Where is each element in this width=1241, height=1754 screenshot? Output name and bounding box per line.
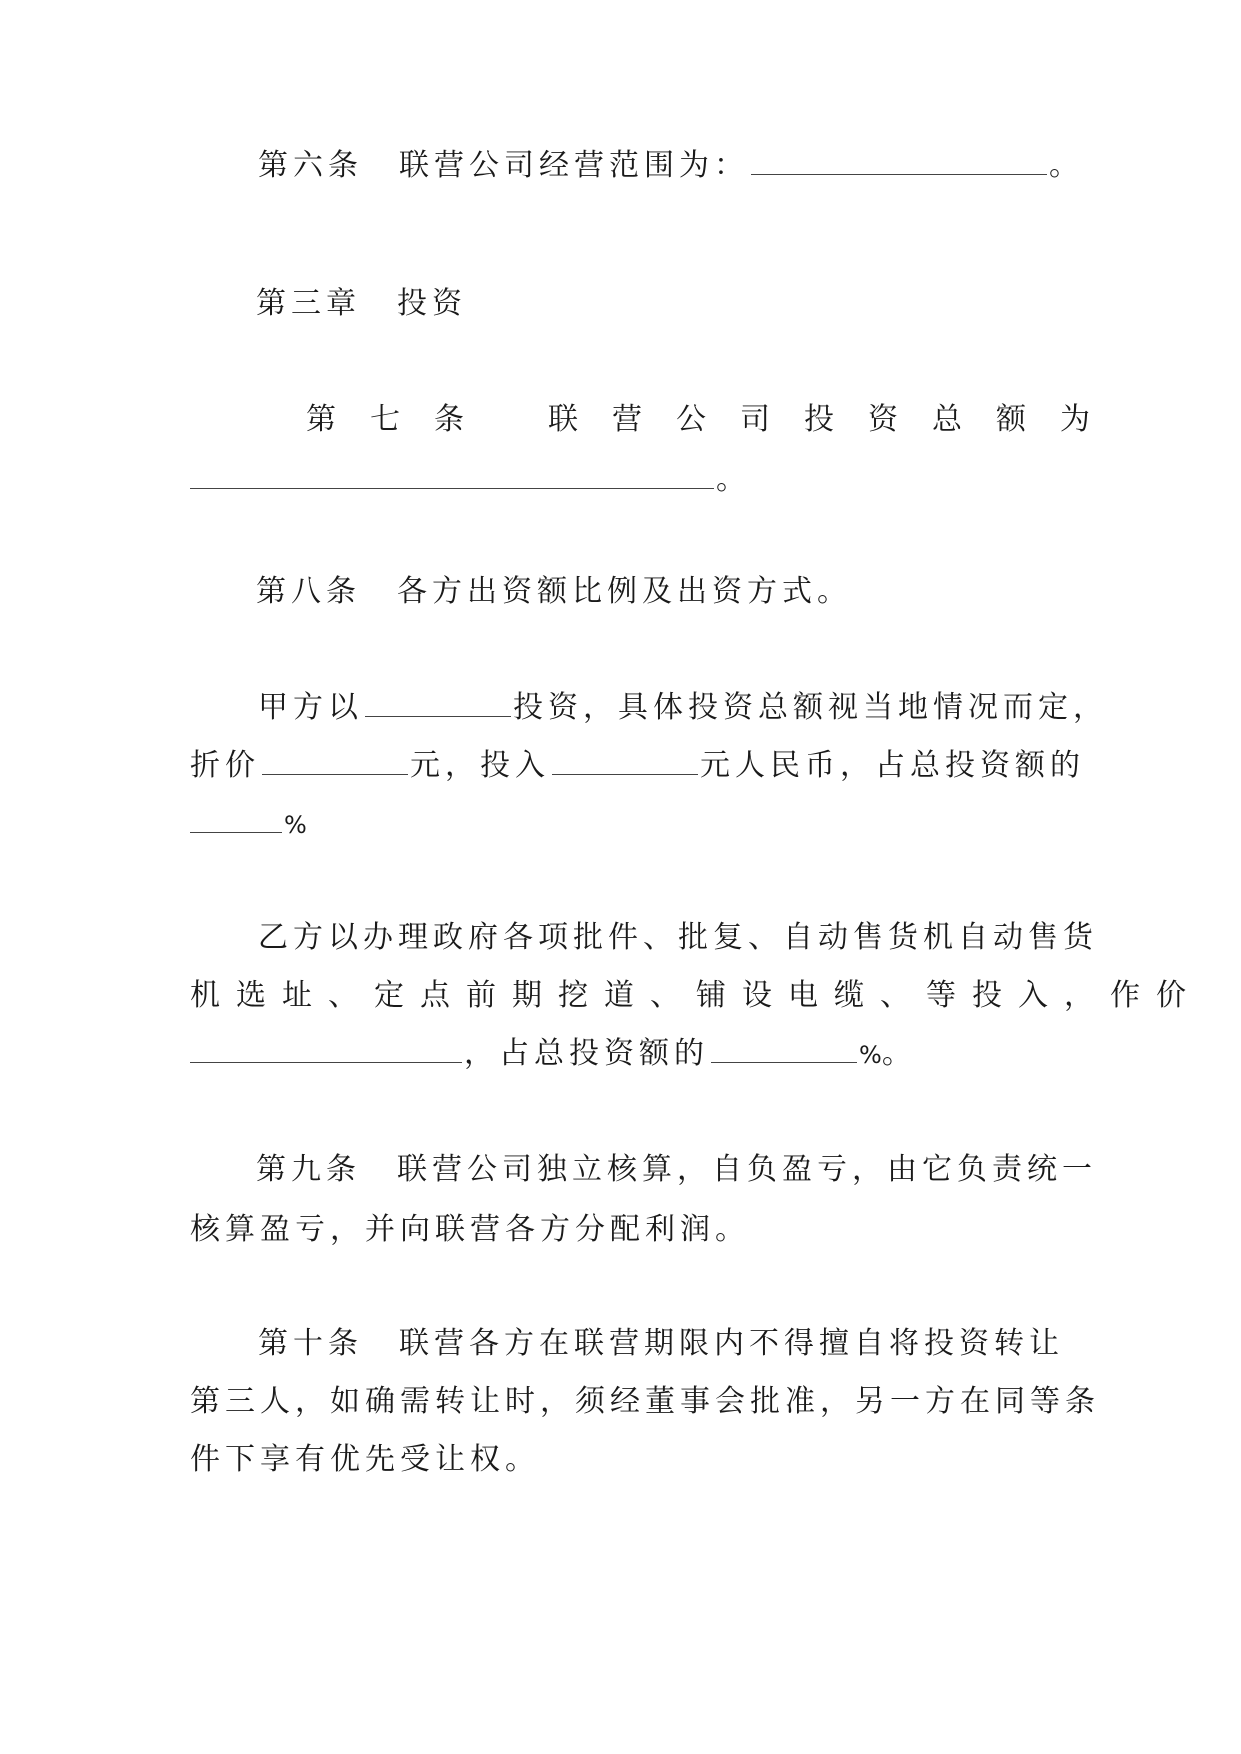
chapter-3-heading	[256, 284, 467, 324]
article-10-text-2: 第三人，如确需转让时，须经董事会批准，另一方在同等条	[190, 1384, 1100, 1419]
business-scope-blank	[751, 146, 1047, 175]
party-a-text-4: 元，投入	[410, 748, 550, 783]
party-b-line-2	[190, 976, 1202, 1016]
article-6-end: 。	[1049, 148, 1084, 183]
article-7-text: 联营公司投资总额为	[548, 402, 1124, 437]
party-b-text-3: ，占总投资额的	[464, 1036, 709, 1071]
article-10-text-1: 联营各方在联营期限内不得擅自将投资转让	[399, 1326, 1064, 1361]
party-a-text-3: 折价	[190, 748, 260, 783]
chapter-3-label: 第三章	[256, 286, 361, 321]
party-a-form-blank	[365, 688, 511, 717]
party-a-text-5: 元人民币，占总投资额的	[700, 748, 1085, 783]
article-8-text: 各方出资额比例及出资方式。	[397, 574, 852, 609]
party-a-cash-blank	[552, 746, 698, 775]
party-a-line-3	[190, 804, 307, 845]
article-7-cont	[190, 460, 751, 500]
article-9-text-2: 核算盈亏，并向联营各方分配利润。	[190, 1212, 750, 1247]
article-6-label: 第六条	[258, 148, 363, 183]
party-a-line-1	[258, 688, 1108, 728]
article-10-line-2	[190, 1382, 1100, 1422]
party-b-value-blank	[190, 1034, 462, 1063]
article-9-line-1	[256, 1150, 1097, 1190]
party-b-percent-blank	[711, 1034, 857, 1063]
party-a-text-2: 投资，具体投资总额视当地情况而定，	[513, 690, 1108, 725]
article-9-line-2	[190, 1210, 750, 1250]
article-9-text-1: 联营公司独立核算，自负盈亏，由它负责统一	[397, 1152, 1097, 1187]
article-9-label: 第九条	[256, 1152, 361, 1187]
chapter-3-title: 投资	[397, 286, 467, 321]
article-6	[258, 146, 1084, 186]
party-a-value-blank	[262, 746, 408, 775]
article-7	[306, 400, 1124, 440]
article-8	[256, 572, 852, 612]
article-10-line-1	[258, 1324, 1064, 1364]
party-a-percent-sign: %	[284, 811, 307, 839]
article-10-label: 第十条	[258, 1326, 363, 1361]
article-8-label: 第八条	[256, 574, 361, 609]
party-b-end: 。	[881, 1036, 917, 1071]
party-a-line-2	[190, 746, 1085, 786]
article-10-line-3	[190, 1440, 540, 1480]
party-b-line-1	[258, 918, 1098, 958]
party-b-text-1: 乙方以办理政府各项批件、批复、自动售货机自动售货	[258, 920, 1098, 955]
article-7-label: 第七条	[306, 402, 498, 437]
article-10-text-3: 件下享有优先受让权。	[190, 1442, 540, 1477]
party-b-text-2: 机选址、定点前期挖道、铺设电缆、等投入，作价	[190, 978, 1202, 1013]
article-6-text: 联营公司经营范围为：	[399, 148, 749, 183]
party-a-percent-blank	[190, 804, 282, 833]
article-7-end: 。	[716, 462, 751, 497]
party-b-line-3	[190, 1034, 917, 1075]
party-b-percent-sign: %	[859, 1041, 882, 1069]
party-a-text-1: 甲方以	[258, 690, 363, 725]
total-investment-blank	[190, 460, 714, 489]
